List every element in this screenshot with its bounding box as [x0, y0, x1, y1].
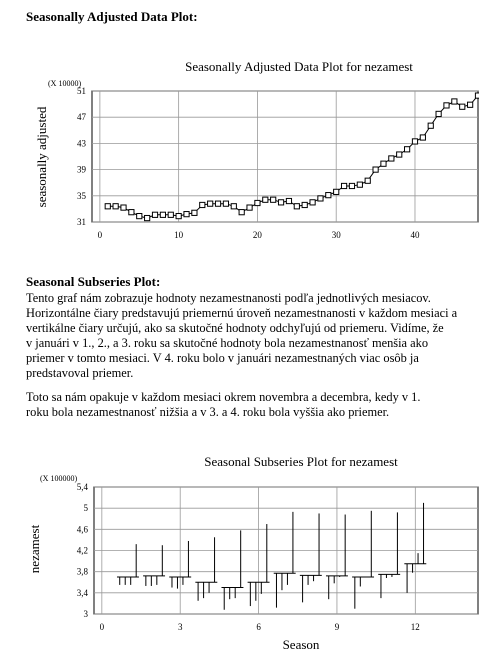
seasonally-adjusted-chart — [0, 0, 479, 270]
data-point — [412, 139, 417, 144]
y-tick-label: 39 — [77, 164, 86, 175]
chart1-y-axis-label: seasonally adjusted — [34, 106, 49, 208]
data-point — [192, 210, 197, 215]
chart1-grid — [92, 91, 478, 222]
y-tick-label: 35 — [77, 190, 86, 201]
y-tick-label: 5 — [83, 503, 88, 514]
data-point — [184, 212, 189, 217]
data-point — [428, 123, 433, 128]
data-point — [310, 200, 315, 205]
data-point — [318, 196, 323, 201]
chart2-ticks — [77, 482, 420, 632]
data-point — [349, 183, 354, 188]
data-point — [271, 197, 276, 202]
y-tick-label: 4,2 — [76, 545, 88, 556]
data-point — [389, 156, 394, 161]
data-point — [397, 152, 402, 157]
x-tick-label: 0 — [97, 230, 103, 240]
y-tick-label: 4,6 — [76, 524, 88, 535]
data-point — [105, 204, 110, 209]
data-point — [405, 147, 410, 152]
data-point — [113, 204, 118, 209]
y-tick-label: 3,4 — [76, 587, 88, 598]
x-tick-label: 20 — [252, 230, 262, 240]
y-tick-label: 3,8 — [76, 566, 88, 577]
data-point — [223, 201, 228, 206]
chart2-title: Seasonal Subseries Plot for nezamest — [204, 454, 398, 469]
y-tick-label: 5,4 — [76, 482, 88, 492]
paragraph-line: Tento graf nám zobrazuje hodnoty nezamestnanosti podľa jednotlivých mesiacov. — [26, 291, 431, 305]
data-point — [255, 200, 260, 205]
data-point — [208, 201, 213, 206]
chart2-subseries — [117, 503, 426, 610]
data-point — [176, 214, 181, 219]
chart1-title: Seasonally Adjusted Data Plot for nezamest — [185, 59, 413, 74]
data-point — [160, 212, 165, 217]
data-point — [263, 197, 268, 202]
y-tick-label: 51 — [77, 86, 86, 96]
data-point — [152, 212, 157, 217]
data-point — [334, 189, 339, 194]
data-point — [294, 204, 299, 209]
data-point — [145, 215, 150, 220]
data-point — [365, 178, 370, 183]
data-point — [129, 210, 134, 215]
chart1-points — [105, 93, 479, 221]
data-point — [341, 183, 346, 188]
chart2-y-multiplier: (X 100000) — [40, 474, 78, 483]
data-point — [420, 135, 425, 140]
x-tick-label: 6 — [256, 622, 261, 632]
data-point — [452, 99, 457, 104]
section-heading-seasonally-adjusted: Seasonally Adjusted Data Plot: — [26, 9, 198, 24]
data-point — [468, 102, 473, 107]
x-tick-label: 30 — [331, 230, 341, 240]
data-point — [168, 212, 173, 217]
chart1-y-multiplier: (X 10000) — [48, 79, 82, 88]
data-point — [475, 93, 479, 98]
y-tick-label: 31 — [77, 217, 86, 227]
paragraph-line: Toto sa nám opakuje v každom mesiaci okrem novembra a decembra, kedy v 1. — [26, 390, 421, 404]
chart2-plot-area — [94, 487, 478, 614]
paragraph-line: Horizontálne čiary predstavujú priemernú úroveň nezamestnanosti v každom mesiaci a — [26, 306, 458, 321]
data-point — [286, 198, 291, 203]
paragraph-line: v januári v 1., 2., a 3. roku sa skutočné hodnoty bola nezamestnanosť menšia ako — [26, 336, 429, 351]
paragraph-line: priemer v tomto mesiaci. V 4. roku bolo v januári nezamestnaných viac osôb ja — [26, 351, 419, 366]
section-heading-seasonal-subseries: Seasonal Subseries Plot: — [26, 274, 161, 289]
chart1-series-line — [108, 96, 478, 219]
data-point — [444, 103, 449, 108]
data-point — [278, 200, 283, 205]
data-point — [460, 104, 465, 109]
x-tick-label: 3 — [177, 622, 183, 632]
data-point — [326, 193, 331, 198]
subseries-description-paragraph — [26, 291, 479, 382]
subseries-note-paragraph — [26, 390, 479, 420]
x-tick-label: 0 — [99, 622, 105, 632]
data-point — [200, 202, 205, 207]
chart2-grid — [94, 487, 478, 614]
chart1-ticks — [77, 86, 420, 240]
paragraph-line: roku bola nezamestnanosť nižšia a v 3. a 4. roku bola vyššia ako priemer. — [26, 405, 390, 420]
data-point — [137, 214, 142, 219]
data-point — [381, 161, 386, 166]
data-point — [302, 202, 307, 207]
paragraph-line: vertikálne čiary určujú, ako sa skutočné hodnoty odchyľujú od priemeru. Vidíme, že — [26, 321, 444, 336]
x-tick-label: 40 — [410, 230, 420, 240]
paragraph-line: predstavoval priemer. — [26, 366, 134, 381]
data-point — [239, 210, 244, 215]
chart2-x-axis-label: Season — [282, 637, 320, 652]
y-tick-label: 47 — [77, 112, 86, 123]
y-tick-label: 43 — [77, 138, 86, 149]
y-tick-label: 3 — [83, 609, 88, 619]
data-point — [373, 167, 378, 172]
data-point — [247, 205, 252, 210]
x-tick-label: 9 — [334, 622, 340, 632]
data-point — [121, 205, 126, 210]
x-tick-label: 12 — [410, 622, 420, 632]
data-point — [436, 111, 441, 116]
x-tick-label: 10 — [174, 230, 184, 240]
data-point — [231, 204, 236, 209]
data-point — [357, 182, 362, 187]
chart2-y-axis-label: nezamest — [27, 524, 42, 574]
chart1-plot-area — [92, 91, 478, 222]
data-point — [215, 201, 220, 206]
